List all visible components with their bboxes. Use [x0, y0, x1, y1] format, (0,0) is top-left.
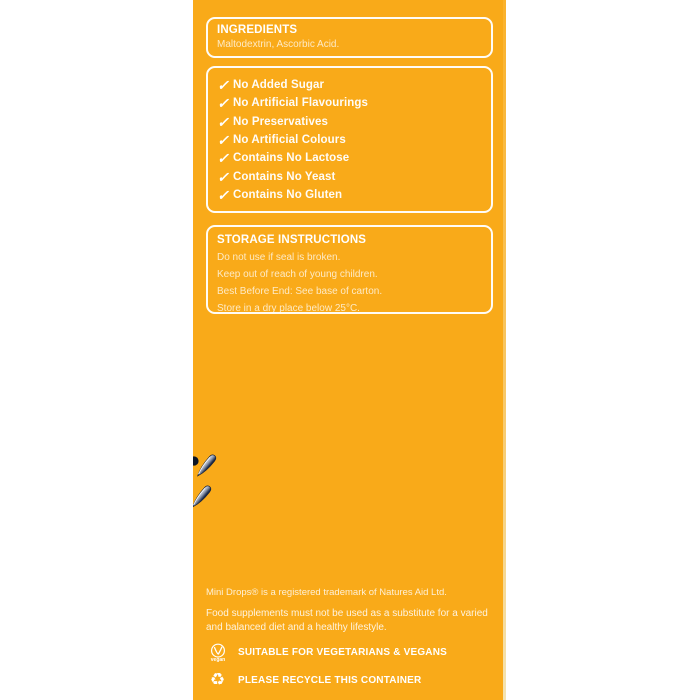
vegan-badge-label: SUITABLE FOR VEGETARIANS & VEGANS [238, 646, 448, 658]
dropper-dot-icon [193, 456, 199, 465]
storage-line: Store in a dry place below 25°C. [217, 303, 360, 314]
checkmark-icon: ✓ [217, 131, 229, 148]
checkmark-icon: ✓ [217, 150, 229, 167]
storage-title: STORAGE INSTRUCTIONS [217, 234, 367, 246]
panel-edge-highlight [503, 0, 506, 700]
recycle-badge [206, 670, 421, 690]
dropper-tip-icon [195, 453, 217, 478]
claim-row [213, 131, 482, 149]
claim-label: No Preservatives [233, 115, 328, 128]
dropper-tip-icon [193, 484, 212, 509]
trademark-note: Mini Drops® is a registered trademark of Natures Aid Ltd. [206, 587, 447, 598]
checkmark-icon: ✓ [217, 186, 229, 203]
storage-lines [217, 249, 482, 317]
vegan-badge [206, 642, 447, 662]
storage-line: Keep out of reach of young children. [217, 269, 378, 280]
vegan-society-icon [206, 643, 229, 662]
claim-row [213, 94, 482, 112]
claim-row [213, 168, 482, 186]
dropper-illustration [193, 449, 223, 513]
claim-label: No Added Sugar [233, 79, 325, 91]
recycle-icon: ♻ [209, 669, 226, 690]
storage-line: Do not use if seal is broken. [217, 252, 341, 263]
checkmark-icon: ✓ [217, 113, 229, 130]
claim-label: Contains No Lactose [233, 152, 350, 165]
claim-row [213, 113, 482, 131]
checkmark-icon: ✓ [217, 95, 229, 112]
claim-row [213, 76, 482, 94]
claim-row [213, 149, 482, 167]
ingredients-title: INGREDIENTS [217, 24, 298, 36]
checkmark-icon: ✓ [217, 168, 229, 185]
supplement-disclaimer: Food supplements must not be used as a substitute for a varied and balanced diet and a healthy lifestyle. [206, 608, 488, 633]
claims-box [206, 66, 493, 213]
claim-label: No Artificial Flavourings [233, 97, 368, 110]
ingredients-text: Maltodextrin, Ascorbic Acid. [217, 39, 340, 50]
recycle-badge-label: PLEASE RECYCLE THIS CONTAINER [238, 674, 422, 686]
claim-label: Contains No Yeast [233, 170, 336, 183]
claim-row [213, 186, 482, 204]
claim-label: No Artificial Colours [233, 133, 346, 146]
storage-box [206, 225, 493, 314]
label-panel [193, 0, 506, 700]
claim-label: Contains No Gluten [233, 188, 343, 201]
ingredients-box [206, 17, 493, 58]
storage-line: Best Before End: See base of carton. [217, 286, 383, 297]
checkmark-icon: ✓ [217, 77, 229, 93]
svg-text:vegan: vegan [210, 656, 225, 662]
